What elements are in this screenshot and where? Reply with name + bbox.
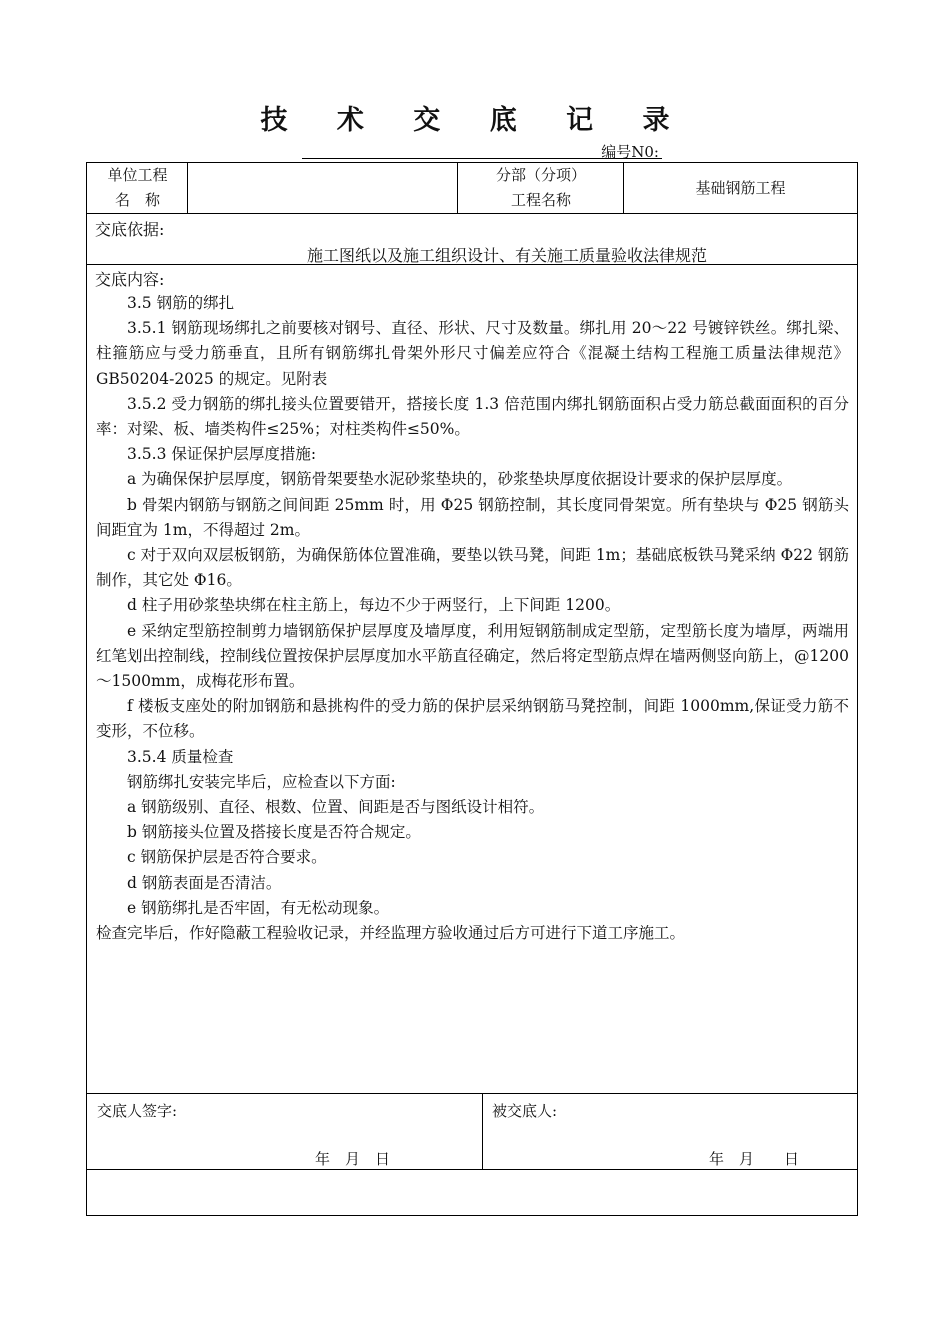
divider: [87, 213, 857, 214]
content-paragraph: a 为确保保护层厚度，钢筋骨架要垫水泥砂浆垫块的，砂浆垫块厚度依据设计要求的保护层厚度。: [127, 470, 793, 489]
content-paragraph: e 采纳定型筋控制剪力墙钢筋保护层厚度及墙厚度，利用短钢筋制成定型筋，定型筋长度为墙厚，两端用红笔划出控制线，控制线位置按保护层厚度加水平筋直径确定，然后将定型筋点焊在墙两侧竖向筋上，@1200～1500mm，成梅花形布置。: [96, 621, 849, 691]
sub-project-label-line2: 工程名称: [510, 191, 571, 209]
content-paragraph: 3.5.3 保证保护层厚度措施:: [127, 445, 317, 464]
content-paragraph: f 楼板支座处的附加钢筋和悬挑构件的受力筋的保护层采纳钢筋马凳控制，间距 1000mm,保证受力筋不变形，不位移。: [96, 697, 849, 741]
divider: [87, 1093, 857, 1094]
content-paragraph: d 钢筋表面是否清洁。: [127, 873, 282, 892]
remarks-blank-cell[interactable]: [87, 1170, 857, 1215]
content-label: 交底内容:: [95, 270, 165, 289]
divider: [623, 163, 624, 213]
content-paragraph: d 柱子用砂浆垫块绑在柱主筋上，每边不少于两竖行，上下间距 1200。: [127, 596, 621, 615]
record-table: [86, 162, 858, 1216]
content-paragraph: c 对于双向双层板钢筋，为确保筋体位置准确，要垫以铁马凳，间距 1m；基础底板铁马凳采纳 Φ22 钢筋制作，其它处 Φ16。: [96, 546, 849, 590]
content-paragraph: e 钢筋绑扎是否牢固，有无松动现象。: [127, 898, 390, 917]
unit-name-label-cell: [87, 163, 188, 213]
receiver-signature-date: 年 月 日: [709, 1150, 800, 1168]
sub-project-value-cell[interactable]: 基础钢筋工程: [695, 178, 786, 197]
content-paragraph: 3.5.2 受力钢筋的绑扎接头位置要错开，搭接长度 1.3 倍范围内绑扎钢筋面积占受力筋总截面面积的百分率：对梁、板、墙类构件≤25%；对柱类构件≤50%。: [96, 394, 849, 439]
receiver-signature-label: 被交底人:: [492, 1102, 558, 1120]
serial-number-line[interactable]: [302, 138, 662, 159]
giver-signature-date: 年 月 日: [315, 1150, 391, 1168]
content-body: [96, 291, 849, 946]
unit-name-label-line1: 单位工程: [107, 166, 168, 184]
divider: [187, 163, 188, 213]
divider: [457, 163, 458, 213]
content-paragraph: b 钢筋接头位置及搭接长度是否符合规定。: [127, 823, 421, 842]
unit-name-value-cell[interactable]: [188, 163, 458, 213]
serial-number-label: 编号N0:: [601, 143, 659, 161]
divider: [482, 1093, 483, 1169]
content-paragraph: b 骨架内钢筋与钢筋之间间距 25mm 时，用 Φ25 钢筋控制，其长度同骨架宽。所有垫块与 Φ25 钢筋头间距宜为 1m，不得超过 2m。: [96, 495, 849, 539]
content-paragraph: 3.5.4 质量检查: [127, 747, 234, 766]
basis-label: 交底依据:: [95, 220, 165, 239]
unit-name-label-line2: 名 称: [114, 191, 160, 209]
sub-project-label-cell: [458, 163, 624, 213]
content-paragraph: c 钢筋保护层是否符合要求。: [127, 848, 327, 867]
basis-text: 施工图纸以及施工组织设计、有关施工质量验收法律规范: [307, 246, 708, 265]
sub-project-label-line1: 分部（分项）: [495, 166, 586, 184]
content-paragraph: 钢筋绑扎安装完毕后，应检查以下方面:: [127, 772, 396, 791]
document-title: 技 术 交 底 记 录: [260, 105, 690, 136]
content-paragraph: a 钢筋级别、直径、根数、位置、间距是否与图纸设计相符。: [127, 798, 545, 817]
divider: [87, 264, 857, 265]
giver-signature-label: 交底人签字:: [97, 1102, 178, 1120]
content-paragraph: 3.5.1 钢筋现场绑扎之前要核对钢号、直径、形状、尺寸及数量。绑扎用 20～22 号镀锌铁丝。绑扎梁、柱箍筋应与受力筋垂直，且所有钢筋绑扎骨架外形尺寸偏差应符合《混凝土结构工程施工质量法律规范》GB50204-2025 的规定。见附表: [96, 319, 849, 388]
content-paragraph: 检查完毕后，作好隐蔽工程验收记录，并经监理方验收通过后方可进行下道工序施工。: [96, 924, 686, 943]
content-paragraph: 3.5 钢筋的绑扎: [127, 294, 235, 312]
